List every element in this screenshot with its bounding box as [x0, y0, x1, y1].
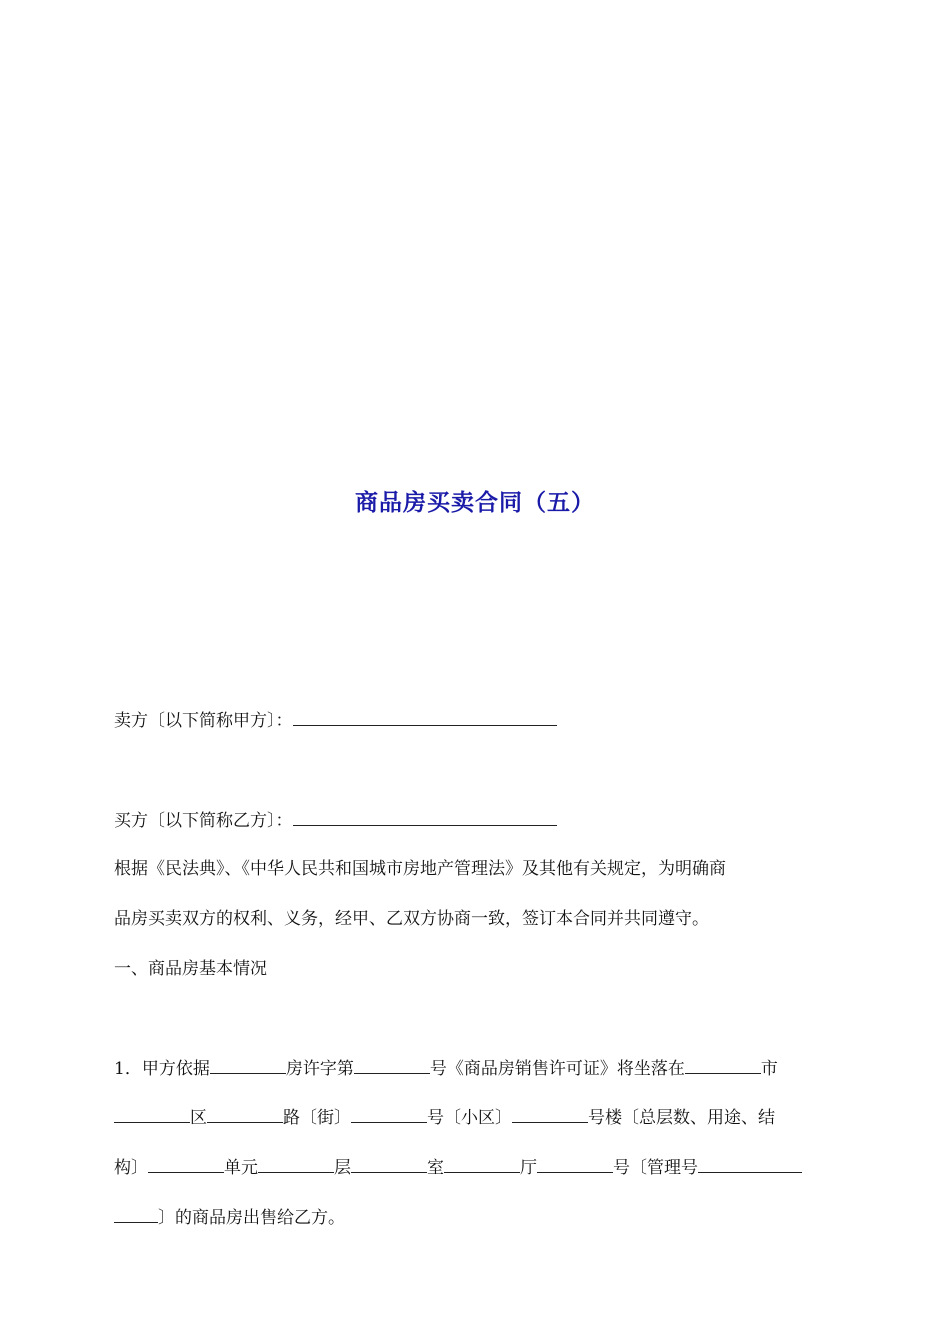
- clause-text: 号〔小区〕: [427, 1108, 512, 1128]
- buyer-blank[interactable]: [293, 808, 557, 826]
- clause-text: 号《商品房销售许可证》将坐落在: [429, 1059, 685, 1079]
- buyer-line: [114, 808, 557, 833]
- fill-blank[interactable]: [444, 1155, 520, 1173]
- clause-1-line-2: [114, 1105, 775, 1130]
- seller-label: 卖方〔以下简称甲方〕：: [114, 711, 293, 731]
- clause-1-line-3: [114, 1155, 802, 1180]
- fill-blank[interactable]: [351, 1155, 427, 1173]
- clause-text: 号〔管理号: [613, 1158, 698, 1178]
- fill-blank[interactable]: [114, 1105, 190, 1123]
- clause-text: 层: [334, 1158, 351, 1178]
- fill-blank[interactable]: [210, 1056, 286, 1074]
- fill-blank[interactable]: [114, 1205, 158, 1223]
- buyer-label: 买方〔以下简称乙方〕：: [114, 811, 293, 831]
- clause-text: 房许字第: [285, 1059, 354, 1079]
- clause-text: 构〕: [114, 1158, 148, 1178]
- intro-line-2: 品房买卖双方的权利、义务，经甲、乙双方协商一致，签订本合同并共同遵守。: [114, 909, 709, 929]
- clause-text: 〕的商品房出售给乙方。: [158, 1208, 345, 1228]
- clause-text: 市: [760, 1059, 778, 1079]
- clause-text: 厅: [520, 1158, 537, 1178]
- fill-blank[interactable]: [698, 1155, 802, 1173]
- fill-blank[interactable]: [354, 1056, 430, 1074]
- fill-blank[interactable]: [537, 1155, 613, 1173]
- clause-text: 1．甲方依据: [114, 1059, 210, 1079]
- clause-text: 区: [190, 1108, 207, 1128]
- section-1-heading: 一、商品房基本情况: [114, 959, 267, 979]
- clause-text: 单元: [224, 1158, 258, 1178]
- clause-1-line-1: [114, 1056, 778, 1081]
- fill-blank[interactable]: [148, 1155, 224, 1173]
- fill-blank[interactable]: [258, 1155, 334, 1173]
- clause-text: 号楼〔总层数、用途、结: [588, 1108, 775, 1128]
- intro-line-1: 根据《民法典》、《中华人民共和国城市房地产管理法》及其他有关规定，为明确商: [114, 859, 726, 879]
- fill-blank[interactable]: [351, 1105, 427, 1123]
- clause-text: 路〔街〕: [283, 1108, 351, 1128]
- seller-blank[interactable]: [293, 708, 557, 726]
- seller-line: [114, 708, 557, 733]
- fill-blank[interactable]: [685, 1056, 761, 1074]
- clause-text: 室: [427, 1158, 444, 1178]
- fill-blank[interactable]: [207, 1105, 283, 1123]
- clause-1-line-4: [114, 1205, 345, 1230]
- document-title: 商品房买卖合同（五）: [355, 490, 595, 516]
- fill-blank[interactable]: [512, 1105, 588, 1123]
